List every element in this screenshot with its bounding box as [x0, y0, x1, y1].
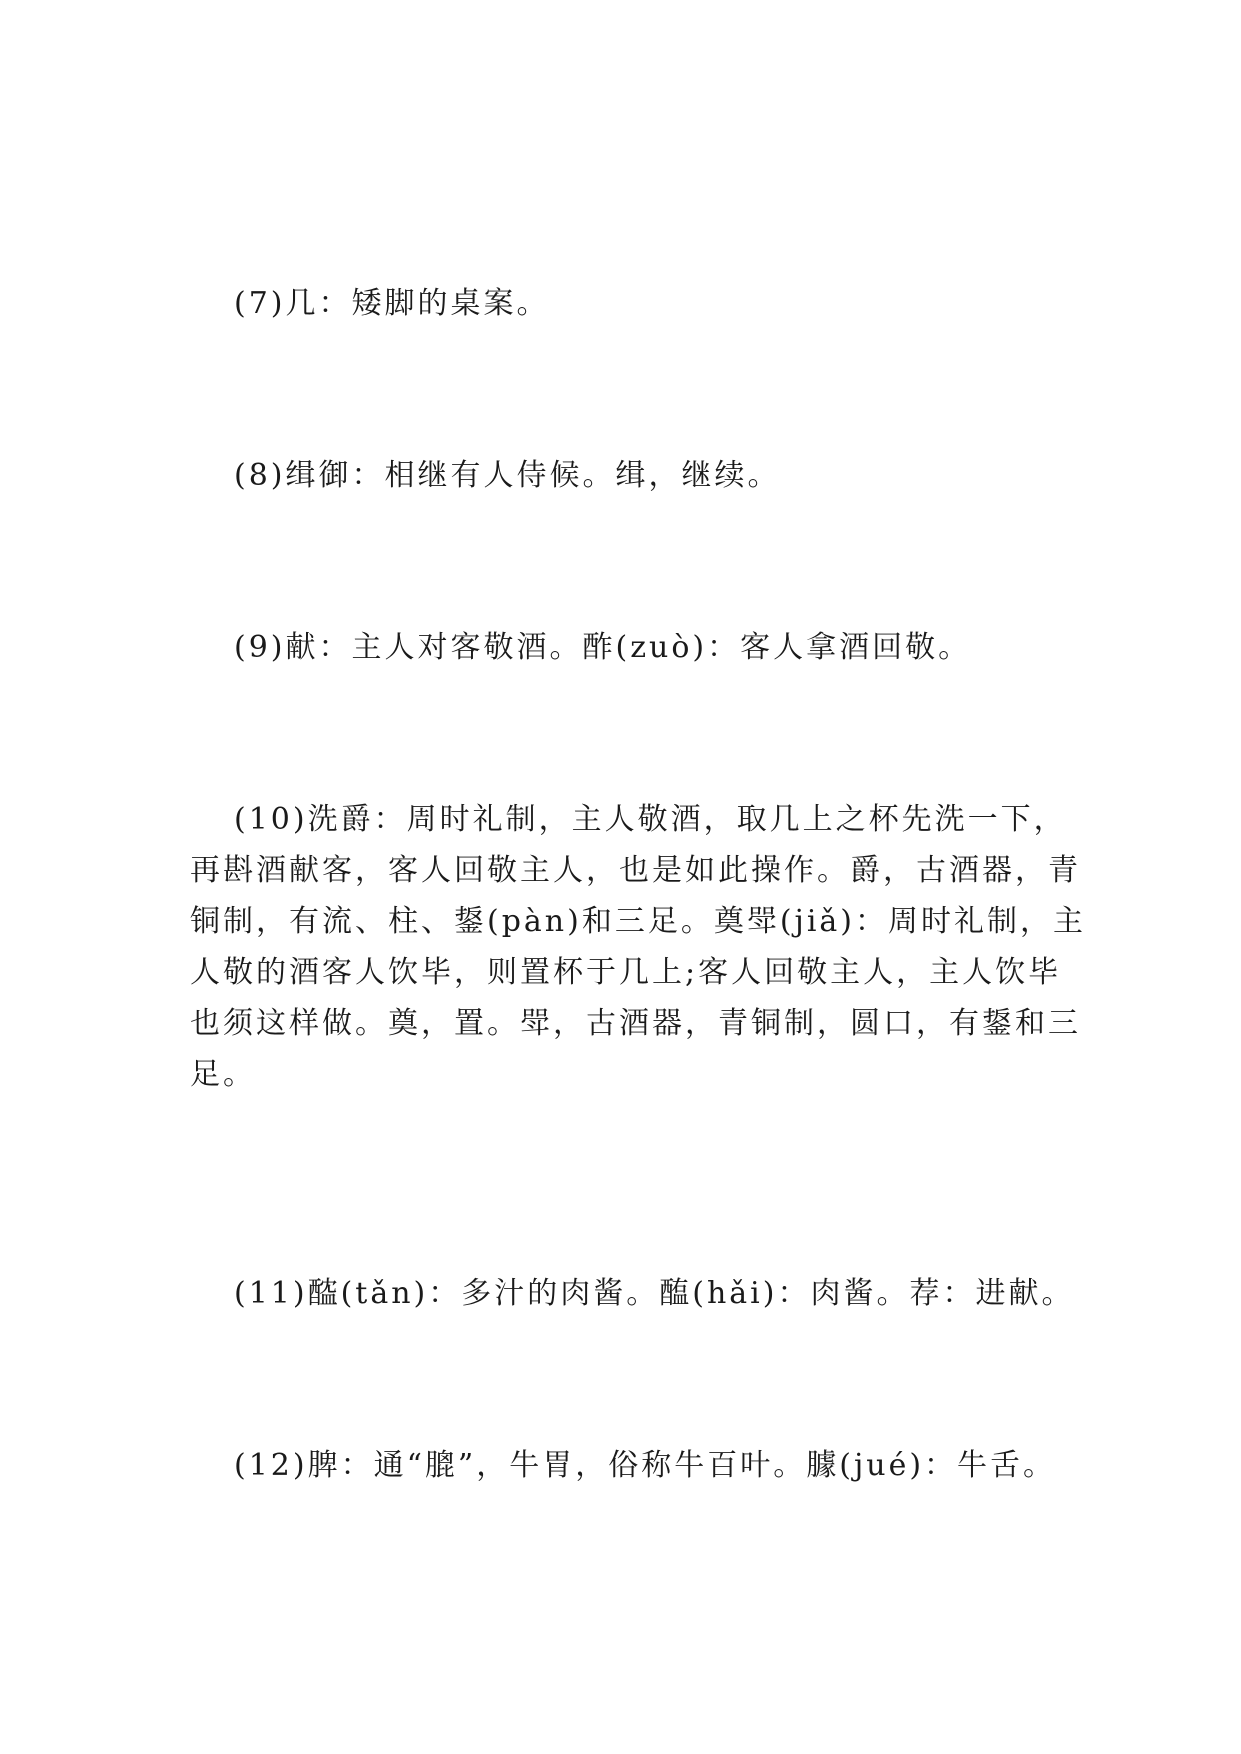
annotation-note-10: (10)洗爵：周时礼制，主人敬酒，取几上之杯先洗一下，再斟酒献客，客人回敬主人，也是如此操作。爵，古酒器，青铜制，有流、柱、鋬(pàn)和三足。奠斝(jiǎ)：周时礼制，主人敬的酒客人饮毕，则置杯于几上;客人回敬主人，主人饮毕也须这样做。奠，置。斝，古酒器，青铜制，圆口，有鋬和三足。 [190, 802, 1087, 1092]
annotation-note-7: (7)几：矮脚的桌案。 [234, 286, 550, 321]
annotation-note-8: (8)缉御：相继有人侍候。缉，继续。 [234, 458, 781, 493]
annotation-note-9: (9)献：主人对客敬酒。酢(zuò)：客人拿酒回敬。 [234, 630, 972, 665]
annotation-note-11: (11)醓(tǎn)：多汁的肉酱。醢(hǎi)：肉酱。荐：进献。 [234, 1276, 1075, 1311]
annotation-note-12: (12)脾：通“膍”，牛胃，俗称牛百叶。臄(jué)：牛舌。 [234, 1448, 1057, 1483]
